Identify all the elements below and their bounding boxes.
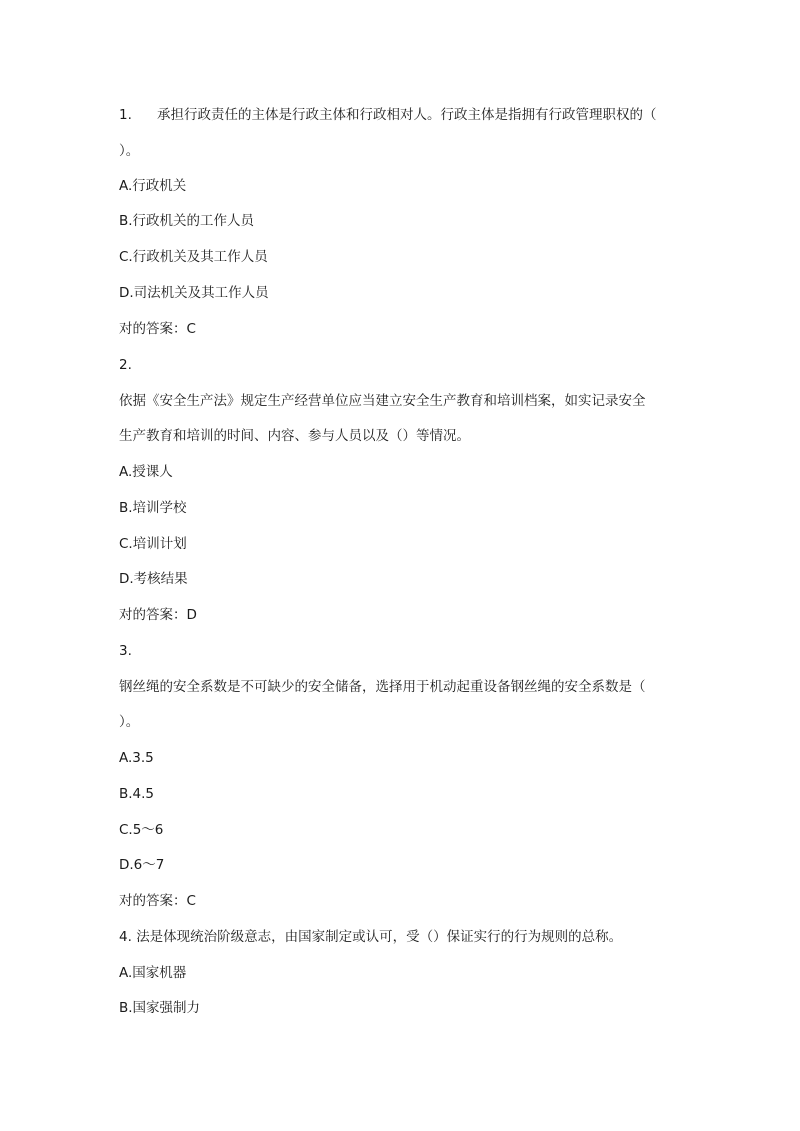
question-3-option-d: D.6～7 [119,857,165,873]
question-2-option-b: B.培训学校 [119,500,187,516]
question-3-answer: 对的答案：C [119,893,196,909]
question-1-answer: 对的答案：C [119,321,196,337]
question-1-option-b: B.行政机关的工作人员 [119,213,255,229]
question-3-option-a: A.3.5 [119,750,154,766]
question-4-option-b: B.国家强制力 [119,1000,201,1016]
question-4-option-a: A.国家机器 [119,965,187,981]
question-1-option-a: A.行政机关 [119,178,187,194]
question-1-stem-text: 承担行政责任的主体是行政主体和行政相对人。行政主体是指拥有行政管理职权的（ [157,107,657,123]
question-3-option-c: C.5～6 [119,822,164,838]
question-3-stem-line-1: 钢丝绳的安全系数是不可缺少的安全储备，选择用于机动起重设备钢丝绳的安全系数是（ [119,679,646,695]
question-2-option-d: D.考核结果 [119,571,188,587]
question-1-stem-line-2: ）。 [119,143,140,159]
question-2-option-a: A.授课人 [119,464,173,480]
question-4-number: 4. [119,929,132,945]
question-3-number: 3. [119,643,132,659]
question-2-stem-line-2: 生产教育和培训的时间、内容、参与人员以及（）等情况。 [119,428,470,444]
question-2-answer: 对的答案：D [119,607,197,623]
question-3-stem-line-2: ）。 [119,714,140,730]
question-2-stem-line-1: 依据《安全生产法》规定生产经营单位应当建立安全生产教育和培训档案，如实记录安全 [119,393,646,409]
question-1-option-c: C.行政机关及其工作人员 [119,249,268,265]
question-1-option-d: D.司法机关及其工作人员 [119,285,269,301]
question-4-stem-text: 法是体现统治阶级意志，由国家制定或认可，受（）保证实行的行为规则的总称。 [136,929,623,945]
question-4-stem-line-1 [119,928,622,946]
question-1-number: 1. [119,107,132,123]
question-3-option-b: B.4.5 [119,786,155,802]
question-2-option-c: C.培训计划 [119,536,187,552]
question-2-number: 2. [119,357,132,373]
question-1-stem-line-1 [119,106,657,124]
